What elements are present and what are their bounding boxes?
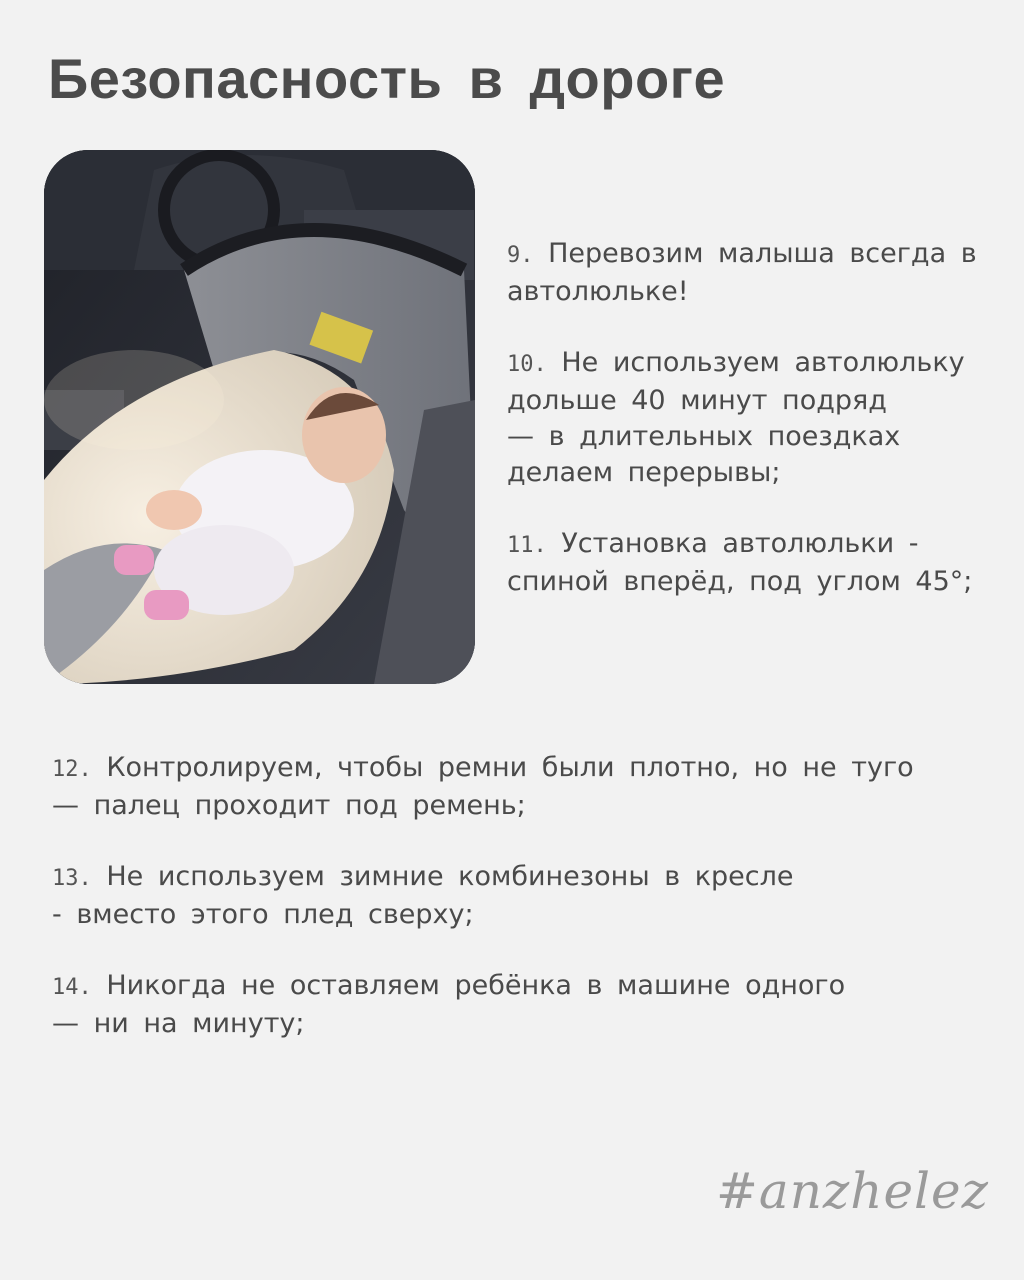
baby-car-seat-photo [44, 150, 475, 684]
item-line: - вместо этого плед сверху; [52, 899, 474, 930]
item-line: — ни на минуту; [52, 1008, 305, 1039]
item-line: Установка автолюльки - [561, 528, 919, 559]
page-title: Безопасность в дороге [48, 47, 726, 110]
item-number: 9. [507, 243, 534, 268]
item-line: — в длительных поездках [507, 421, 901, 452]
list-item [507, 236, 1012, 310]
item-number: 14. [52, 975, 92, 1000]
item-number: 10. [507, 352, 547, 377]
list-item [52, 750, 992, 824]
list-item [52, 859, 992, 933]
list-item [507, 526, 1012, 600]
item-line: Не используем автолюльку [561, 347, 965, 378]
author-signature: #anzhelez [716, 1162, 989, 1220]
item-line: Не используем зимние комбинезоны в кресле [106, 861, 794, 892]
list-item [52, 968, 992, 1042]
item-line: спиной вперёд, под углом 45°; [507, 566, 973, 597]
item-line: Перевозим малыша всегда в [548, 238, 977, 269]
item-line: автолюльке! [507, 276, 689, 307]
list-item [507, 345, 1012, 491]
item-number: 12. [52, 757, 92, 782]
item-line: делаем перерывы; [507, 457, 781, 488]
baby-car-seat-illustration [44, 150, 475, 684]
items-bottom-section [52, 750, 992, 1077]
item-line: Никогда не оставляем ребёнка в машине одного [106, 970, 846, 1001]
item-number: 13. [52, 866, 92, 891]
item-line: — палец проходит под ремень; [52, 790, 526, 821]
item-line: дольше 40 минут подряд [507, 385, 887, 416]
item-line: Контролируем, чтобы ремни были плотно, но не туго [106, 752, 914, 783]
item-number: 11. [507, 533, 547, 558]
items-right-column [507, 236, 1012, 635]
